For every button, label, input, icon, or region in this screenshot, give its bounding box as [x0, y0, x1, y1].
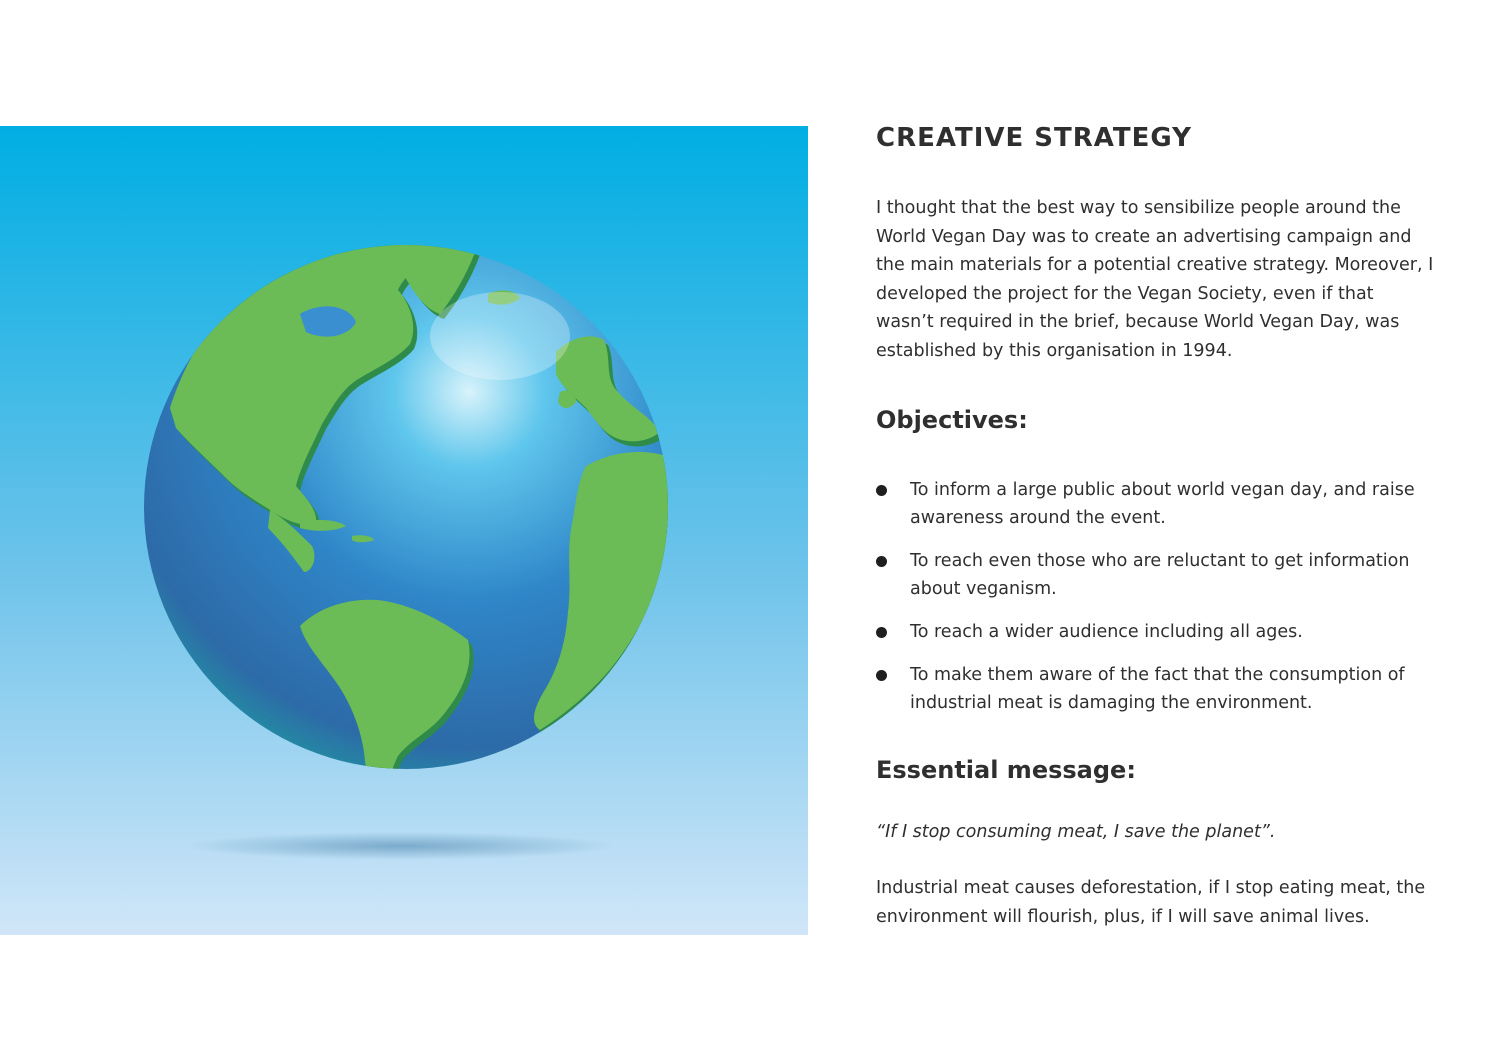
list-item — [876, 476, 1436, 533]
text-column — [876, 118, 1436, 932]
list-item-text: To inform a large public about world vegan day, and raise awareness around the event. — [910, 479, 1415, 529]
intro-paragraph: I thought that the best way to sensibilize people around the World Vegan Day was to create an advertising campaign and the main materials for a potential creative strategy. Moreover, I developed the project for the Vegan Society, even if that wasn’t required in the brief, because World Vegan Day, was established by this organisation in 1994. — [876, 198, 1434, 361]
list-item-text: To reach a wider audience including all ages. — [910, 621, 1303, 642]
bullet-icon — [876, 485, 887, 496]
closing-paragraph: Industrial meat causes deforestation, if I stop eating meat, the environment will flourish, plus, if I will save animal lives. — [876, 878, 1426, 927]
globe-illustration — [0, 126, 808, 935]
objectives-heading: Objectives: — [876, 405, 1028, 434]
list-item-text: To reach even those who are reluctant to get information about veganism. — [910, 550, 1410, 600]
bullet-icon — [876, 556, 887, 567]
list-item — [876, 618, 1436, 647]
bullet-icon — [876, 627, 887, 638]
bullet-icon — [876, 670, 887, 681]
globe-icon — [0, 126, 808, 935]
objectives-list — [876, 476, 1436, 718]
essential-quote: “If I stop consuming meat, I save the planet”. — [876, 821, 1276, 842]
essential-message-heading: Essential message: — [876, 755, 1136, 784]
list-item — [876, 661, 1436, 718]
list-item-text: To make them aware of the fact that the consumption of industrial meat is damaging the environment. — [910, 664, 1405, 714]
page-title: CREATIVE STRATEGY — [876, 123, 1192, 153]
list-item — [876, 547, 1436, 604]
